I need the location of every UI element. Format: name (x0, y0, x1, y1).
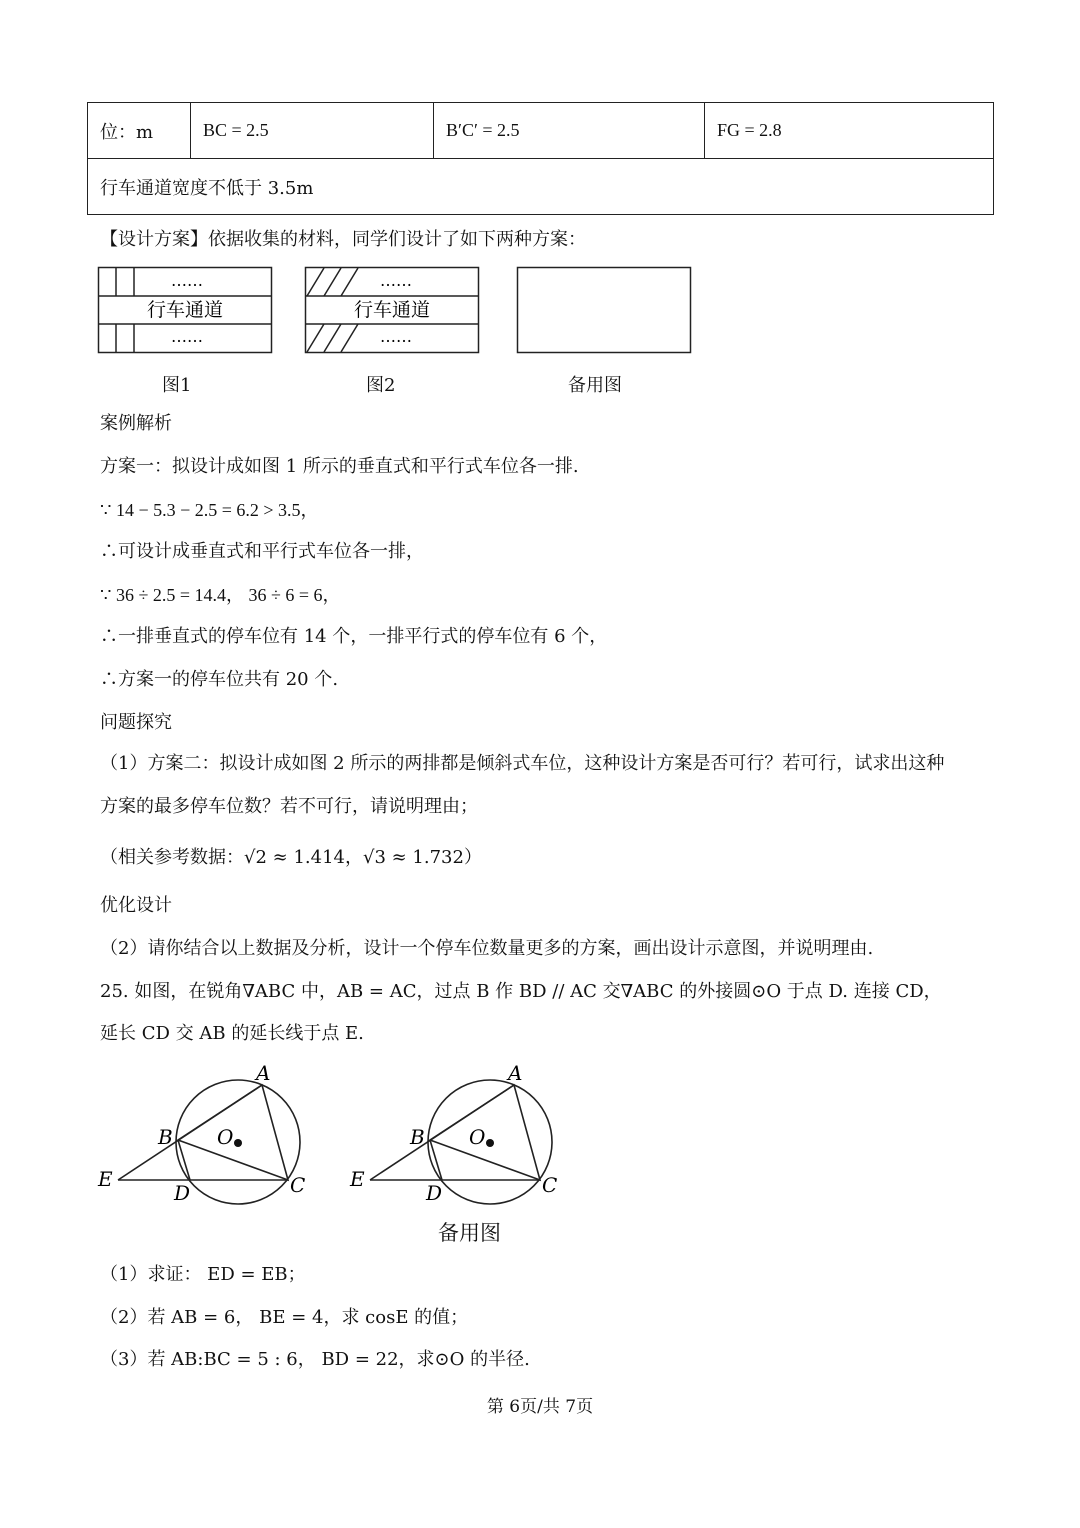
bc-cell: BC = 2.5 (191, 103, 434, 159)
fg-cell: FG = 2.8 (705, 103, 994, 159)
pt-b-2: B (410, 1125, 425, 1149)
pt-c-1: C (290, 1173, 306, 1197)
plan1-intro: 方案一：拟设计成如图 1 所示的垂直式和平行式车位各一排. (100, 456, 579, 477)
q1-line1: （1）方案二：拟设计成如图 2 所示的两排都是倾斜式车位，这种设计方案是否可行？若可行，试求出这种 (100, 753, 945, 774)
pt-o-1: O (217, 1125, 234, 1149)
circle-figure-1 (90, 1060, 320, 1210)
pt-e-2: E (350, 1167, 365, 1191)
plan1-step4: ∴一排垂直式的停车位有 14 个，一排平行式的停车位有 6 个， (100, 626, 608, 647)
spare-figure (516, 266, 694, 356)
plan1-step1: ∵ 14 − 5.3 − 2.5 = 6.2 > 3.5， (100, 500, 319, 520)
fig2-lane: 行车通道 (353, 299, 431, 321)
p25-s1: （1）求证： ED = EB； (100, 1264, 306, 1285)
q2: （2）请你结合以上数据及分析，设计一个停车位数量更多的方案，画出设计示意图，并说明理由. (100, 938, 874, 959)
fig2-dots-bottom: …… (380, 327, 412, 346)
p25-line1: 25. 如图，在锐角∇ABC 中，AB = AC，过点 B 作 BD // AC 交∇ABC 的外接圆⊙O 于点 D. 连接 CD， (100, 981, 942, 1002)
fig1-label: 图1 (162, 375, 192, 396)
page-footer: 第 6页/共 7页 (486, 1397, 594, 1417)
figure-1 (97, 266, 275, 356)
p25-spare-label: 备用图 (438, 1221, 501, 1245)
plan1-step2: ∴可设计成垂直式和平行式车位各一排， (100, 541, 424, 562)
p25-line2: 延长 CD 交 AB 的延长线于点 E. (100, 1023, 364, 1044)
case-heading: 案例解析 (100, 413, 172, 434)
plan1-step5: ∴方案一的停车位共有 20 个. (100, 669, 339, 690)
figure-2 (304, 266, 482, 356)
pt-d-2: D (426, 1181, 443, 1205)
bprime-cell: B′C′ = 2.5 (434, 103, 705, 159)
lane-note-cell: 行车通道宽度不低于 3.5m (88, 159, 994, 215)
pt-b-1: B (158, 1125, 173, 1149)
pt-d-1: D (174, 1181, 191, 1205)
optimize-heading: 优化设计 (100, 895, 172, 916)
q1-line2: 方案的最多停车位数？若不可行，请说明理由； (100, 796, 478, 817)
pt-a-1: A (256, 1061, 271, 1085)
p25-s3: （3）若 AB:BC = 5 : 6， BD = 22，求⊙O 的半径. (100, 1349, 530, 1370)
plan1-step3: ∵ 36 ÷ 2.5 = 14.4， 36 ÷ 6 = 6， (100, 585, 341, 605)
p25-s2: （2）若 AB = 6， BE = 4，求 cosE 的值； (100, 1307, 469, 1328)
fig1-dots-top: …… (171, 271, 203, 290)
pt-a-2: A (508, 1061, 523, 1085)
data-table (87, 102, 994, 215)
explore-heading: 问题探究 (100, 712, 172, 733)
pt-e-1: E (98, 1167, 113, 1191)
fig1-lane: 行车通道 (146, 299, 224, 321)
pt-c-2: C (542, 1173, 558, 1197)
fig1-dots-bottom: …… (171, 327, 203, 346)
pt-o-2: O (469, 1125, 486, 1149)
design-intro: 【设计方案】依据收集的材料，同学们设计了如下两种方案： (100, 229, 586, 250)
spare-label: 备用图 (568, 375, 622, 396)
fig2-dots-top: …… (380, 271, 412, 290)
fig2-label: 图2 (366, 375, 396, 396)
circle-figure-2 (342, 1060, 572, 1210)
q1-ref: （相关参考数据：√2 ≈ 1.414，√3 ≈ 1.732） (100, 847, 482, 868)
unit-cell: 位：m (88, 103, 191, 159)
